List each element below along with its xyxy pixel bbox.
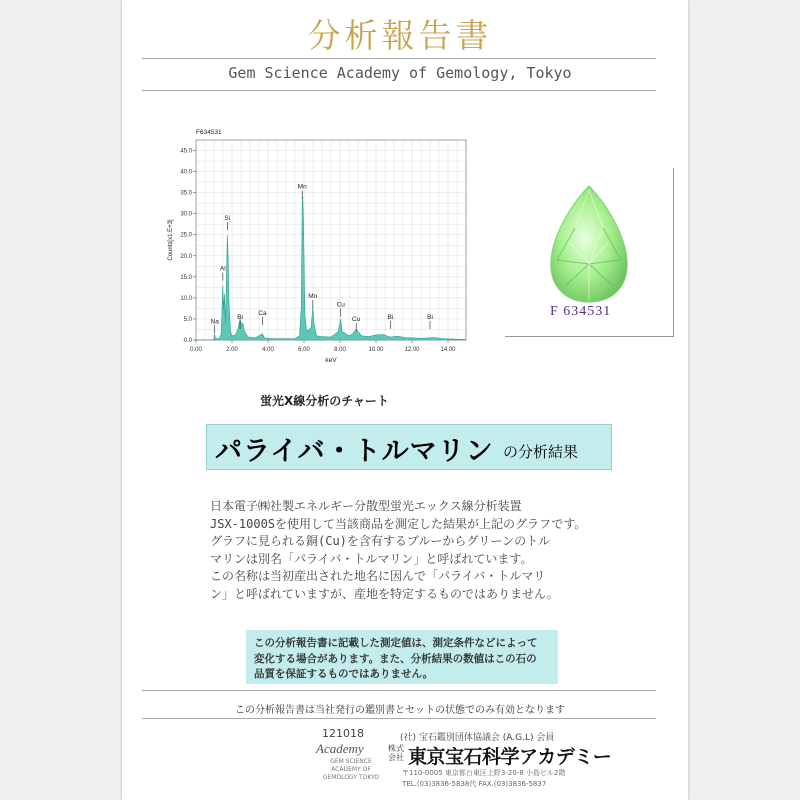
- x-tick-label: 0.00: [190, 347, 202, 353]
- chart-caption: 蛍光X線分析のチャート: [260, 394, 389, 408]
- x-tick-label: 14.00: [440, 347, 456, 353]
- peak-label: Bi: [427, 314, 433, 322]
- x-tick-label: 4.00: [262, 347, 274, 353]
- description-line: この名称は当初産出された地名に因んで「パライバ・トルマリ: [210, 569, 546, 584]
- peak-label: Na: [210, 318, 219, 326]
- peak-label: Cu: [352, 316, 361, 324]
- description-line: マリンは別名「パライバ・トルマリン」と呼ばれています。: [210, 551, 533, 566]
- y-tick-label: 15.0: [180, 274, 192, 281]
- result-gem-name: パライバ・トルマリン: [215, 436, 494, 467]
- x-tick-label: 6.00: [298, 347, 310, 353]
- peak-label: Bi: [237, 314, 243, 322]
- x-axis-label: keV: [325, 357, 337, 364]
- report-title: 分析報告書: [307, 16, 493, 55]
- result-suffix: の分析結果: [503, 443, 579, 461]
- x-tick-label: 2.00: [226, 347, 238, 353]
- company-address: 〒110-0005 東京都台東区上野3-20-8 小島ビル2階: [402, 769, 566, 777]
- analysis-description: [210, 498, 640, 604]
- description-line: ン」と呼ばれていますが、産地を特定するものではありません。: [210, 586, 559, 601]
- y-tick-label: 5.0: [183, 316, 192, 323]
- y-axis-label: Counts[x1.E+3]: [168, 219, 174, 261]
- footnote-divider-top: [142, 690, 656, 691]
- peak-label: Bi: [387, 314, 394, 322]
- y-tick-label: 10.0: [180, 295, 192, 302]
- disclaimer-line: 変化する場合があります。また、分析結果の数値はこの石の: [254, 652, 537, 665]
- y-tick-label: 25.0: [180, 232, 192, 239]
- description-line: 日本電子㈱社製エネルギー分散型蛍光エックス線分析装置: [210, 499, 522, 513]
- y-tick-label: 0.0: [183, 338, 192, 344]
- description-line: JSX-1000Sを使用して当該商品を測定した結果が上記のグラフです。: [210, 516, 587, 531]
- institute-divider: [142, 90, 656, 91]
- peak-label: Al: [219, 265, 226, 273]
- description-line: グラフに見られる銅(Cu)を含有するブルーからグリーンのトル: [210, 534, 551, 549]
- peak-label: Mn: [308, 293, 318, 300]
- peak-label: Ca: [258, 309, 267, 317]
- report-serial: 121018: [322, 727, 364, 740]
- company-type: 株式会社: [388, 744, 404, 762]
- disclaimer-box: [246, 630, 558, 684]
- y-tick-label: 20.0: [180, 253, 192, 260]
- institute-name: Gem Science Academy of Gemology, Tokyo: [228, 64, 572, 82]
- disclaimer-line: 品質を保証するものではありません。: [254, 668, 434, 680]
- company-phone: TEL.(03)3836-5838代 FAX.(03)3836-5837: [402, 780, 547, 788]
- x-tick-label: 8.00: [334, 347, 346, 353]
- association-membership: (社) 宝石鑑別団体協議会 (A.G.L) 会員: [400, 733, 555, 743]
- y-tick-label: 30.0: [180, 211, 192, 218]
- peak-label: Cu: [336, 301, 345, 309]
- peak-label: Mn: [297, 183, 307, 191]
- result-name-box: [206, 424, 612, 470]
- company-name: 東京宝石科学アカデミー: [408, 746, 612, 768]
- y-tick-label: 35.0: [180, 190, 192, 197]
- spectrum-chart: [158, 122, 474, 372]
- disclaimer-line: この分析報告書に記載した測定値は、測定条件などによって: [254, 637, 538, 649]
- peak-label: Si: [224, 215, 231, 223]
- y-tick-label: 45.0: [180, 148, 192, 155]
- validity-footnote: この分析報告書は当社発行の鑑別書とセットの状態でのみ有効となります: [235, 705, 565, 716]
- academy-logo: Academy: [316, 741, 364, 756]
- academy-logo-sub: GEM SCIENCE ACADEMY OF GEMOLOGY TOKYO: [322, 758, 380, 781]
- chart-title: F634531: [196, 129, 222, 136]
- x-tick-label: 10.00: [368, 347, 384, 353]
- y-tick-label: 40.0: [180, 169, 192, 176]
- title-divider: [142, 58, 656, 59]
- footnote-divider-bottom: [142, 718, 656, 719]
- gem-id: F 634531: [550, 304, 612, 319]
- x-tick-label: 12.00: [404, 347, 420, 353]
